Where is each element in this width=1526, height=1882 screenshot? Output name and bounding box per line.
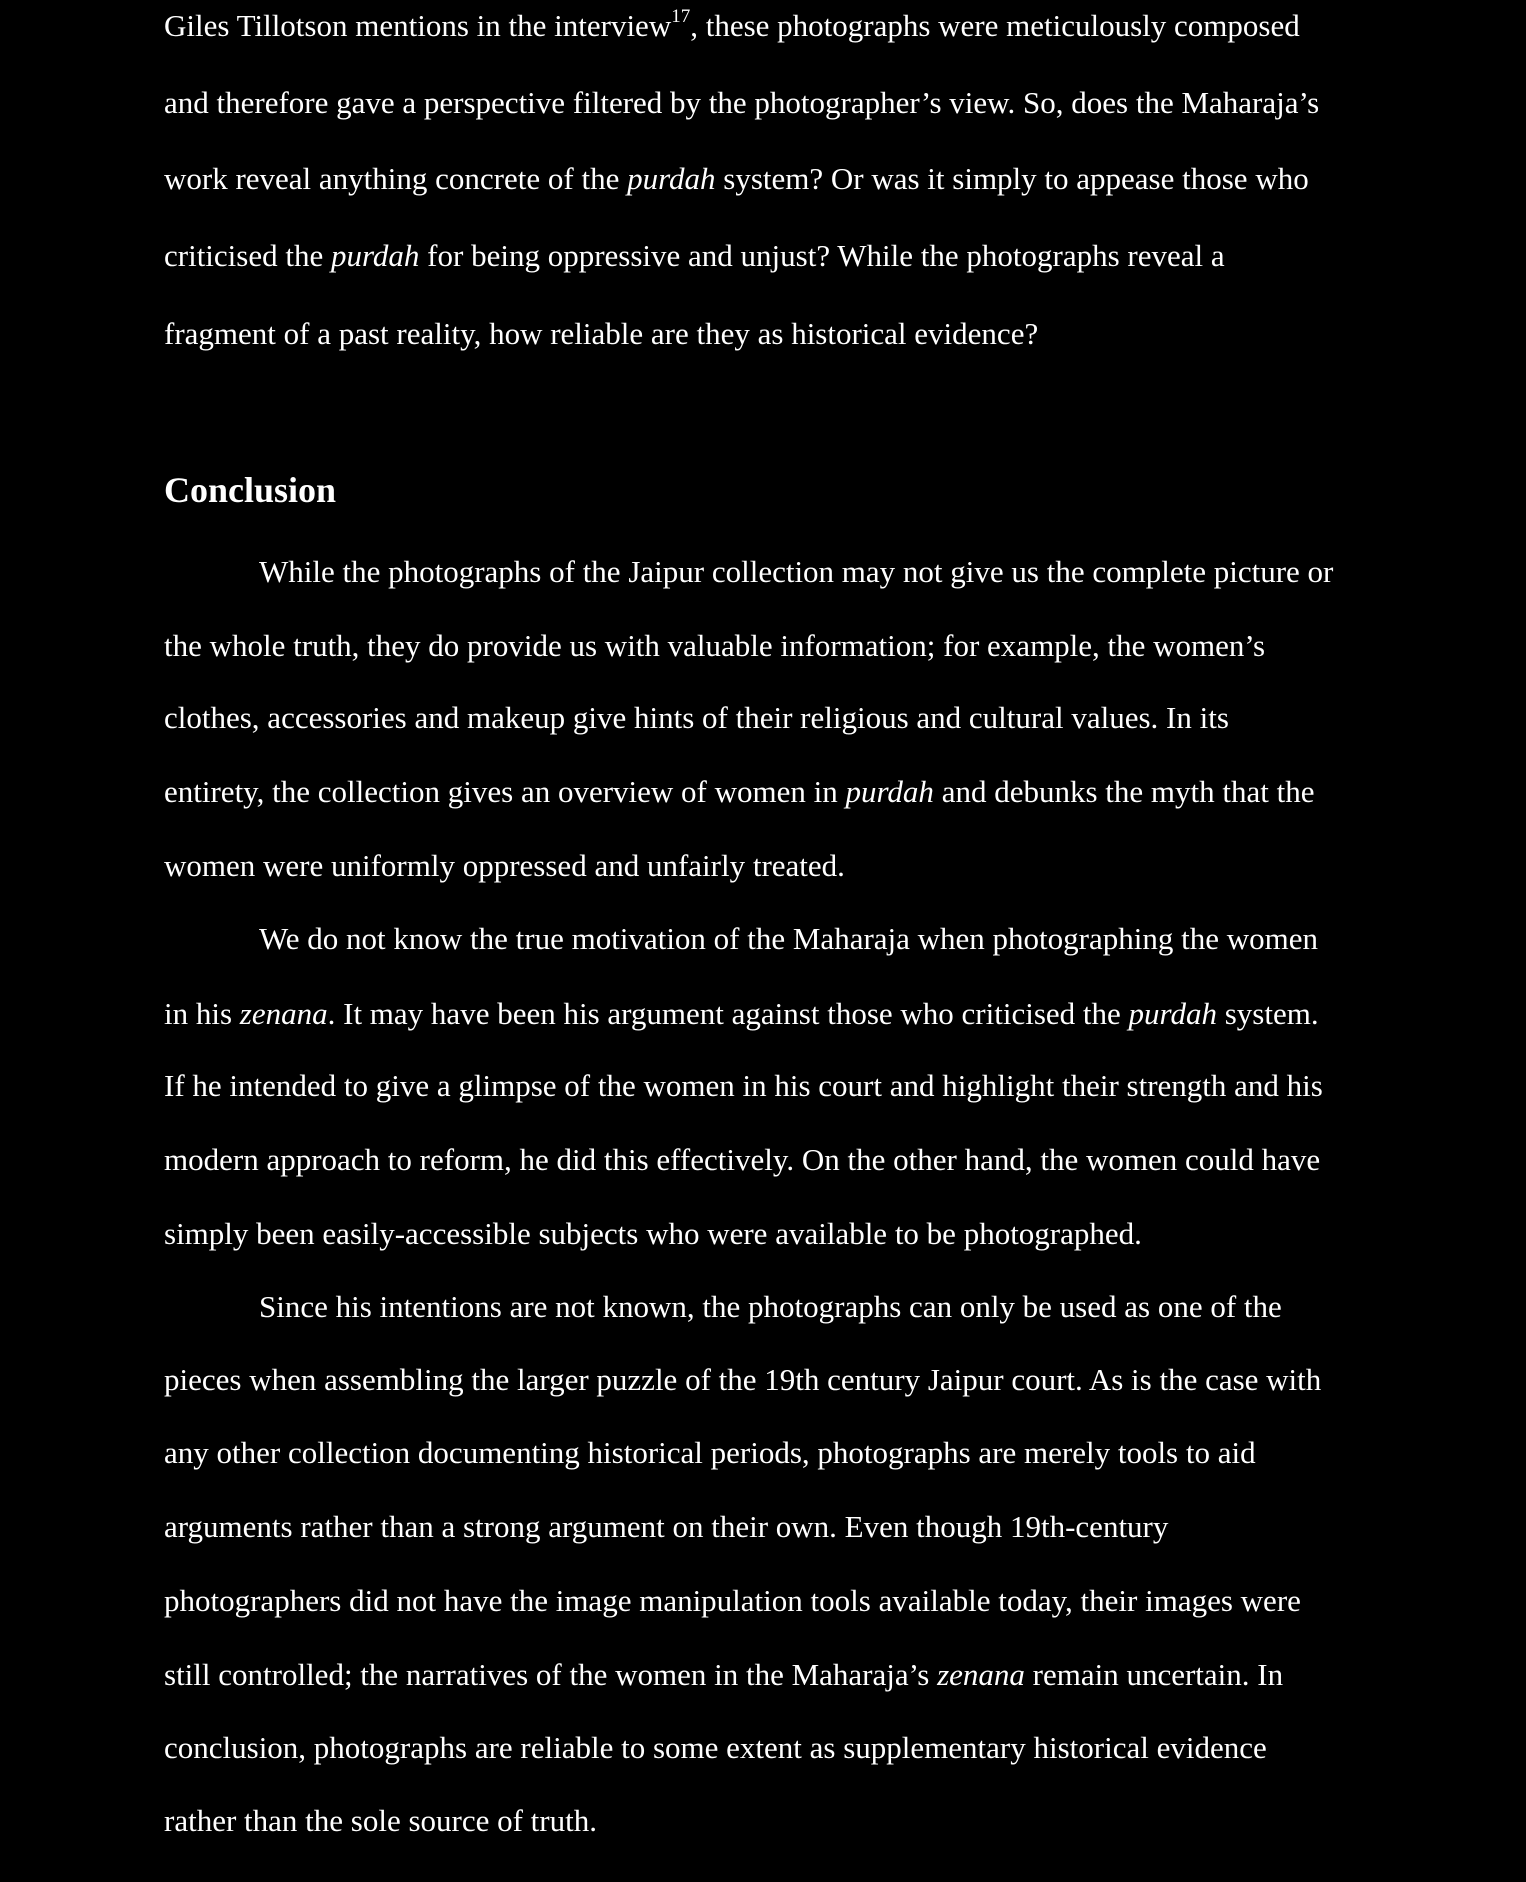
text-run: women were uniformly oppressed and unfairly treated. bbox=[164, 848, 845, 883]
text-run: . It may have been his argument against those who criticised the bbox=[327, 996, 1129, 1031]
conclusion-p2-line-3 bbox=[164, 1066, 1323, 1106]
text-run: pieces when assembling the larger puzzle of the 19th century Jaipur court. As is the case with bbox=[164, 1362, 1322, 1397]
text-run: conclusion, photographs are reliable to some extent as supplementary historical evidence bbox=[164, 1730, 1267, 1765]
conclusion-p2-line-5 bbox=[164, 1214, 1142, 1254]
text-run: simply been easily-accessible subjects who were available to be photographed. bbox=[164, 1216, 1142, 1251]
conclusion-p3-line-4 bbox=[164, 1507, 1168, 1547]
text-run: work reveal anything concrete of the bbox=[164, 161, 628, 196]
conclusion-p1-line-1 bbox=[259, 552, 1333, 592]
footnote-marker: 17 bbox=[671, 6, 691, 27]
text-run: criticised the bbox=[164, 238, 331, 273]
text-run: modern approach to reform, he did this effectively. On the other hand, the women could have bbox=[164, 1142, 1321, 1177]
conclusion-p2-line-1 bbox=[259, 919, 1318, 959]
conclusion-p1-line-3 bbox=[164, 698, 1229, 738]
intro-line-4 bbox=[164, 236, 1225, 276]
conclusion-p3-line-1 bbox=[259, 1287, 1282, 1327]
text-run: If he intended to give a glimpse of the women in his court and highlight their strength and his bbox=[164, 1068, 1323, 1103]
text-run: for being oppressive and unjust? While the photographs reveal a bbox=[419, 238, 1225, 273]
text-run: fragment of a past reality, how reliable are they as historical evidence? bbox=[164, 316, 1039, 351]
italic-term: purdah bbox=[331, 238, 420, 273]
conclusion-p3-line-3 bbox=[164, 1433, 1256, 1473]
conclusion-p3-line-2 bbox=[164, 1360, 1321, 1400]
text-run: and therefore gave a perspective filtered by the photographer’s view. So, does the Maharaja’s bbox=[164, 85, 1320, 120]
conclusion-p1-line-4 bbox=[164, 772, 1314, 812]
text-run: rather than the sole source of truth. bbox=[164, 1803, 597, 1838]
text-run: in his bbox=[164, 996, 240, 1031]
conclusion-p2-line-2 bbox=[164, 994, 1319, 1034]
intro-line-1 bbox=[164, 6, 1300, 46]
text-run: While the photographs of the Jaipur collection may not give us the complete picture or bbox=[259, 554, 1334, 589]
text-run: any other collection documenting historical periods, photographs are merely tools to aid bbox=[164, 1435, 1256, 1470]
text-run: system. bbox=[1216, 996, 1319, 1031]
italic-term: purdah bbox=[845, 774, 934, 809]
intro-line-2 bbox=[164, 83, 1319, 123]
text-run: We do not know the true motivation of the Maharaja when photographing the women bbox=[259, 921, 1318, 956]
text-run: still controlled; the narratives of the women in the Maharaja’s bbox=[164, 1657, 938, 1692]
text-run: Giles Tillotson mentions in the interview bbox=[164, 8, 672, 43]
conclusion-p1-line-5 bbox=[164, 846, 845, 886]
text-run: system? Or was it simply to appease those who bbox=[715, 161, 1309, 196]
text-run: and debunks the myth that the bbox=[933, 774, 1315, 809]
conclusion-p3-line-7 bbox=[164, 1728, 1267, 1768]
text-run: , these photographs were meticulously composed bbox=[690, 8, 1300, 43]
italic-term: zenana bbox=[937, 1657, 1025, 1692]
text-run: entirety, the collection gives an overview of women in bbox=[164, 774, 846, 809]
italic-term: purdah bbox=[1128, 996, 1217, 1031]
text-run: Since his intentions are not known, the photographs can only be used as one of the bbox=[259, 1289, 1282, 1324]
conclusion-p3-line-6 bbox=[164, 1655, 1283, 1695]
intro-line-3 bbox=[164, 159, 1309, 199]
conclusion-p1-line-2 bbox=[164, 626, 1265, 666]
italic-term: zenana bbox=[239, 996, 328, 1031]
conclusion-p3-line-8 bbox=[164, 1801, 597, 1841]
text-run: arguments rather than a strong argument on their own. Even though 19th-century bbox=[164, 1509, 1169, 1544]
text-run: the whole truth, they do provide us with valuable information; for example, the women’s bbox=[164, 628, 1266, 663]
conclusion-p2-line-4 bbox=[164, 1140, 1320, 1180]
text-run: photographers did not have the image manipulation tools available today, their images were bbox=[164, 1583, 1301, 1618]
conclusion-p3-line-5 bbox=[164, 1581, 1301, 1621]
italic-term: purdah bbox=[627, 161, 716, 196]
text-run: clothes, accessories and makeup give hints of their religious and cultural values. In its bbox=[164, 700, 1229, 735]
section-heading: Conclusion bbox=[164, 470, 337, 510]
intro-line-5 bbox=[164, 314, 1038, 354]
text-run: remain uncertain. In bbox=[1024, 1657, 1284, 1692]
